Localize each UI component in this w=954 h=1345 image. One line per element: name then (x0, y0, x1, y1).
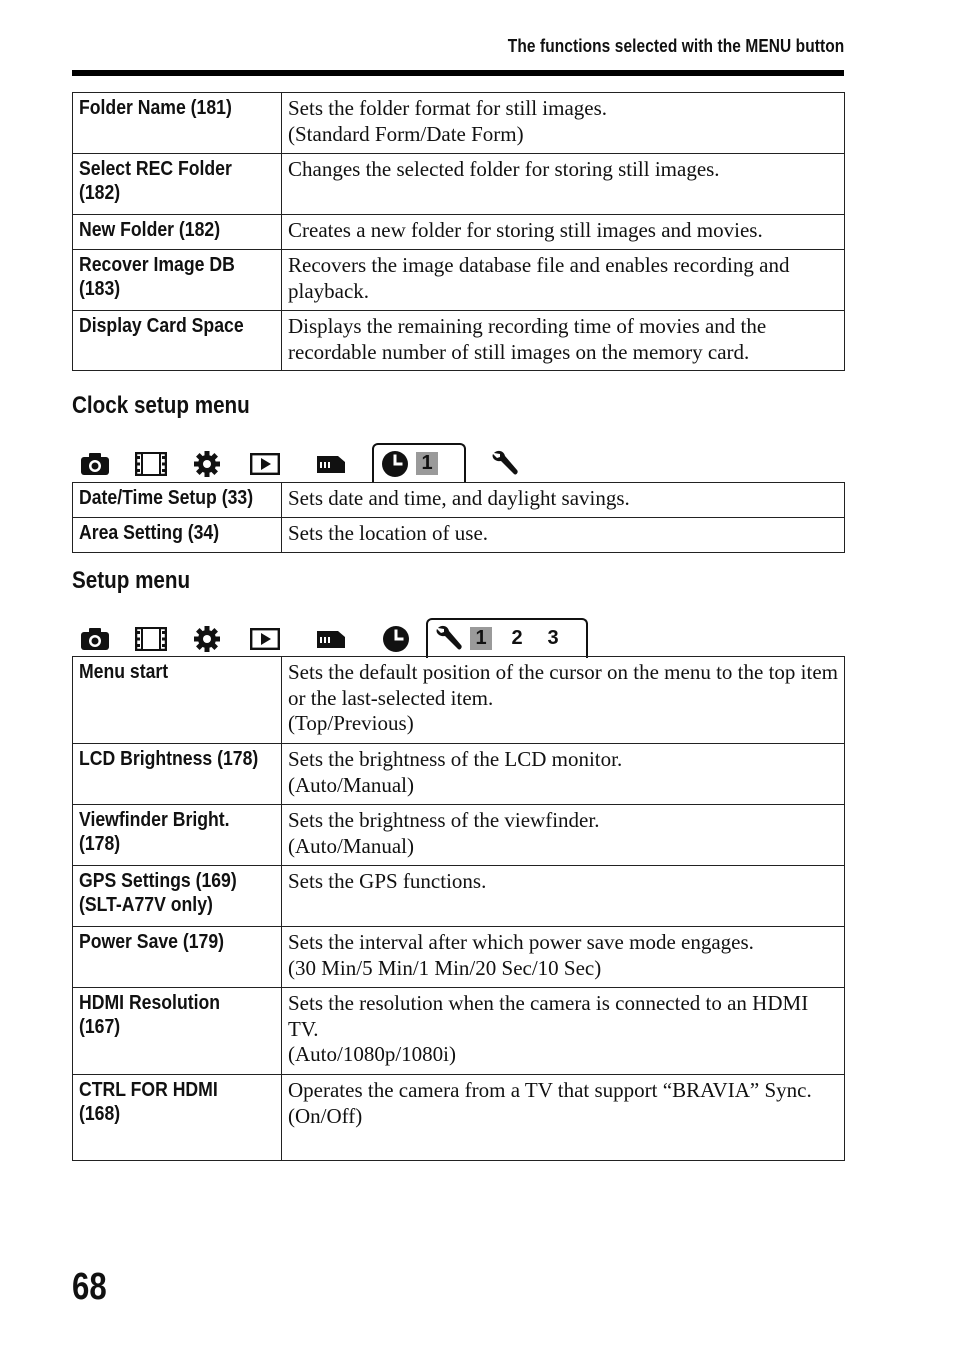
menu-item-description: Creates a new folder for storing still images and movies. (282, 215, 845, 250)
menu-item-description: Displays the remaining recording time of movies and the recordable number of still images on the memory card. (282, 311, 845, 371)
table-row (73, 483, 845, 518)
menu-item-name (73, 1075, 282, 1161)
menu-item-name-text: Select REC Folder (182) (79, 157, 232, 204)
page-number: 68 (72, 1266, 107, 1308)
menu-item-name-text: LCD Brightness (178) (79, 747, 259, 770)
menu-item-name (73, 483, 282, 518)
menu-item-description: Sets the brightness of the LCD monitor. (Auto/Manual) (282, 744, 845, 805)
tab-page-1[interactable]: 1 (470, 627, 492, 650)
tab-page-2[interactable]: 2 (511, 627, 523, 649)
menu-item-name-text: Date/Time Setup (33) (79, 486, 254, 509)
menu-item-name (73, 866, 282, 927)
clock-icon[interactable] (379, 624, 413, 654)
menu-item-name (73, 518, 282, 553)
memory-card-icon[interactable] (314, 624, 348, 654)
clock-menu-tabs (78, 443, 678, 483)
table-row (73, 250, 845, 311)
gear-icon[interactable] (190, 449, 224, 479)
menu-item-name-text: Display Card Space (79, 314, 244, 337)
menu-item-name-text: HDMI Resolution (167) (79, 991, 221, 1038)
setup-menu-heading: Setup menu (72, 567, 191, 594)
table-row (73, 311, 845, 371)
table-row (73, 154, 845, 215)
menu-item-name (73, 250, 282, 311)
camera-icon[interactable] (78, 624, 112, 654)
clock-setup-heading: Clock setup menu (72, 392, 250, 419)
camera-icon[interactable] (78, 449, 112, 479)
menu-item-name (73, 657, 282, 744)
menu-item-name (73, 744, 282, 805)
menu-item-name-text: New Folder (182) (79, 218, 221, 241)
memory-card-icon[interactable] (314, 449, 348, 479)
clock-setup-table (72, 482, 845, 553)
table-row (73, 805, 845, 866)
table-row (73, 1075, 845, 1161)
menu-item-name-text: Recover Image DB (183) (79, 253, 235, 300)
table-row (73, 866, 845, 927)
menu-item-name-text: Folder Name (181) (79, 96, 232, 119)
table-row (73, 215, 845, 250)
wrench-icon[interactable] (432, 624, 466, 654)
play-icon[interactable] (248, 449, 282, 479)
menu-item-name-text: GPS Settings (169) (SLT-A77V only) (79, 869, 237, 916)
clock-icon[interactable] (378, 449, 412, 479)
menu-item-description: Sets the location of use. (282, 518, 845, 553)
tab-page-1[interactable]: 1 (416, 452, 438, 475)
table-row (73, 518, 845, 553)
table-row (73, 988, 845, 1075)
header-rule (72, 70, 844, 76)
film-icon[interactable] (134, 449, 168, 479)
menu-item-name-text: Viewfinder Bright. (178) (79, 808, 230, 855)
menu-item-name-text: Power Save (179) (79, 930, 225, 953)
menu-item-description: Sets the brightness of the viewfinder. (Auto/Manual) (282, 805, 845, 866)
menu-item-name (73, 927, 282, 988)
table-row (73, 93, 845, 154)
menu-item-name (73, 154, 282, 215)
menu-item-name (73, 93, 282, 154)
menu-item-name (73, 805, 282, 866)
film-icon[interactable] (134, 624, 168, 654)
menu-item-description: Sets the default position of the cursor on the menu to the top item or the last-selected item. (Top/Previous) (282, 657, 845, 744)
setup-menu-tabs (78, 618, 678, 658)
table-row (73, 927, 845, 988)
running-header: The functions selected with the MENU button (507, 36, 844, 56)
menu-item-description: Operates the camera from a TV that support “BRAVIA” Sync. (On/Off) (282, 1075, 845, 1161)
gear-icon[interactable] (190, 624, 224, 654)
menu-item-description: Sets the interval after which power save mode engages. (30 Min/5 Min/1 Min/20 Sec/10 Sec) (282, 927, 845, 988)
menu-item-name (73, 215, 282, 250)
play-icon[interactable] (248, 624, 282, 654)
menu-item-name (73, 988, 282, 1075)
menu-item-name-text: Menu start (79, 660, 169, 683)
table-row (73, 657, 845, 744)
tab-page-3[interactable]: 3 (547, 627, 559, 649)
menu-item-name-text: CTRL FOR HDMI (168) (79, 1078, 218, 1125)
menu-item-description: Sets the GPS functions. (282, 866, 845, 927)
wrench-icon[interactable] (488, 449, 522, 479)
menu-item-name (73, 311, 282, 371)
table-row (73, 744, 845, 805)
menu-item-name-text: Area Setting (34) (79, 521, 220, 544)
menu-item-description: Recovers the image database file and enables recording and playback. (282, 250, 845, 311)
menu-item-description: Sets the resolution when the camera is connected to an HDMI TV. (Auto/1080p/1080i) (282, 988, 845, 1075)
setup-menu-table (72, 656, 845, 1161)
menu-item-description: Changes the selected folder for storing still images. (282, 154, 845, 215)
menu-item-description: Sets date and time, and daylight savings. (282, 483, 845, 518)
menu-item-description: Sets the folder format for still images. (Standard Form/Date Form) (282, 93, 845, 154)
memory-card-table (72, 92, 845, 371)
